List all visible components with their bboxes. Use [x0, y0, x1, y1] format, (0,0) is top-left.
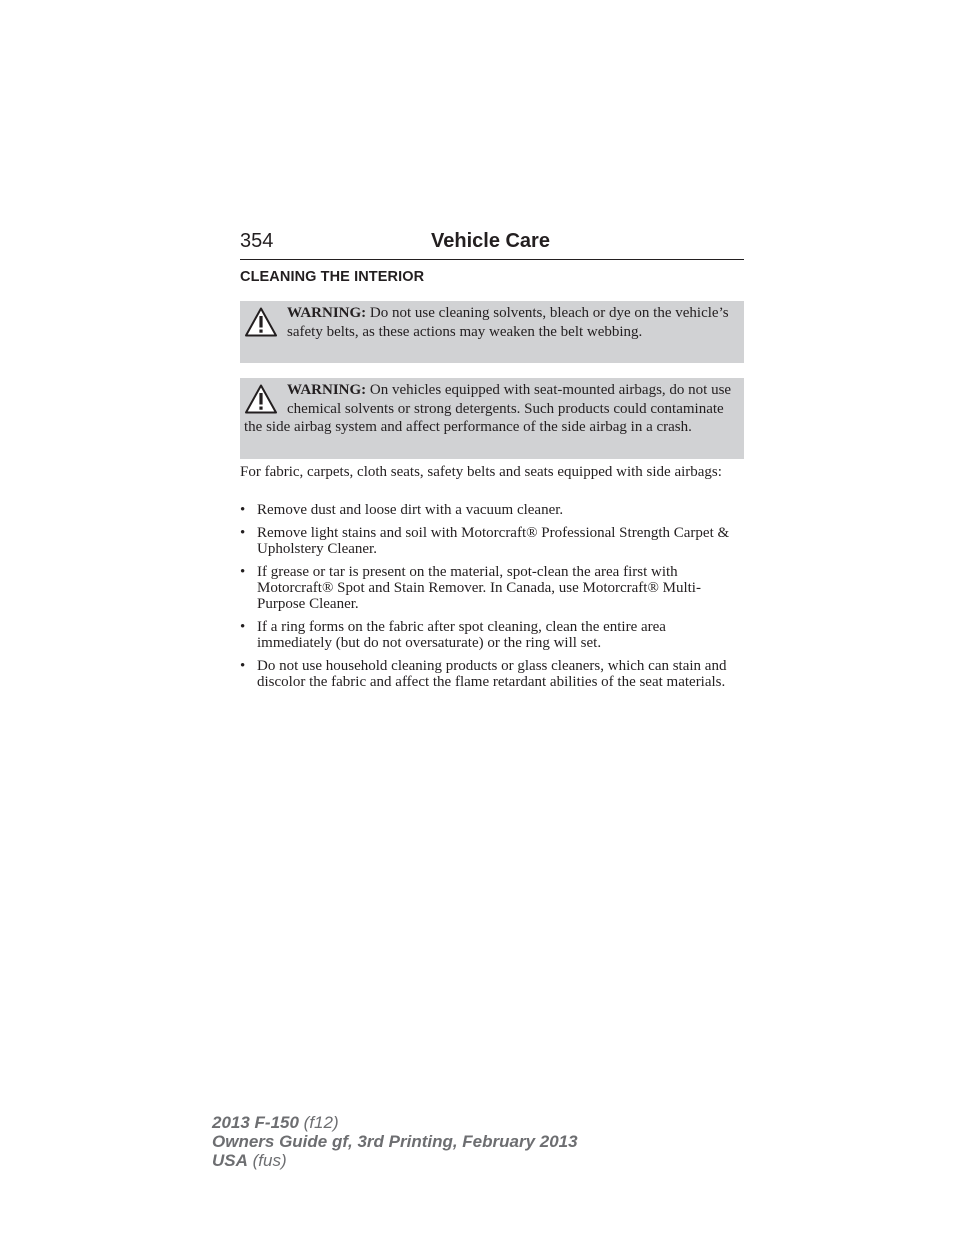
bullet-icon: • [240, 524, 246, 541]
list-item-text: If a ring forms on the fabric after spot cleaning, clean the entire area immediately (but do not oversaturate) or the ring will set. [257, 619, 666, 652]
list-item [240, 619, 744, 651]
footer-market: USA [212, 1151, 248, 1170]
list-item [240, 564, 744, 613]
page-number: 354 [240, 230, 274, 252]
footer-printing-line: Owners Guide gf, 3rd Printing, February 2013 [212, 1132, 578, 1151]
warning-text: On vehicles equipped with seat-mounted airbags, do not use chemical solvents or strong detergents. Such products could contaminate the side airbag system and affect performance of the side airbag in a crash. [244, 382, 732, 435]
list-item [240, 525, 744, 557]
page-footer [212, 1113, 578, 1170]
warning-box [240, 301, 744, 363]
footer-market-line [212, 1151, 578, 1170]
footer-market-code: (fus) [247, 1151, 287, 1170]
footer-model-code: (f12) [298, 1113, 339, 1132]
warning-triangle-icon [244, 383, 278, 415]
list-item-text: Remove light stains and soil with Motorcraft® Professional Strength Carpet & Upholstery Cleaner. [257, 524, 730, 557]
warning-label: WARNING: [287, 305, 367, 321]
list-item-text: If grease or tar is present on the material, spot-clean the area first with Motorcraft® Spot and Stain Remover. In Canada, use Motorcraft® Multi-Purpose Cleaner. [257, 563, 701, 613]
footer-model-line [212, 1113, 578, 1132]
cleaning-steps-list [240, 502, 744, 697]
chapter-title: Vehicle Care [431, 230, 550, 252]
intro-paragraph: For fabric, carpets, cloth seats, safety belts and seats equipped with side airbags: [240, 464, 722, 480]
bullet-icon: • [240, 658, 246, 674]
warning-box [240, 378, 744, 459]
warning-label: WARNING: [287, 382, 367, 398]
list-item-text: Do not use household cleaning products or glass cleaners, which can stain and discolor the fabric and affect the flame retardant abilities of the seat materials. [257, 658, 727, 691]
footer-model: 2013 F-150 [212, 1113, 299, 1132]
warning-text: Do not use cleaning solvents, bleach or dye on the vehicle’s safety belts, as these actions may weaken the belt webbing. [287, 305, 729, 340]
list-item [240, 658, 744, 690]
section-heading: CLEANING THE INTERIOR [240, 269, 425, 285]
bullet-icon: • [240, 619, 246, 635]
warning-triangle-icon [244, 306, 278, 338]
bullet-icon: • [240, 502, 246, 518]
list-item-text: Remove dust and loose dirt with a vacuum cleaner. [257, 502, 564, 518]
list-item [240, 502, 744, 518]
page-header [240, 228, 744, 260]
bullet-icon: • [240, 563, 246, 580]
